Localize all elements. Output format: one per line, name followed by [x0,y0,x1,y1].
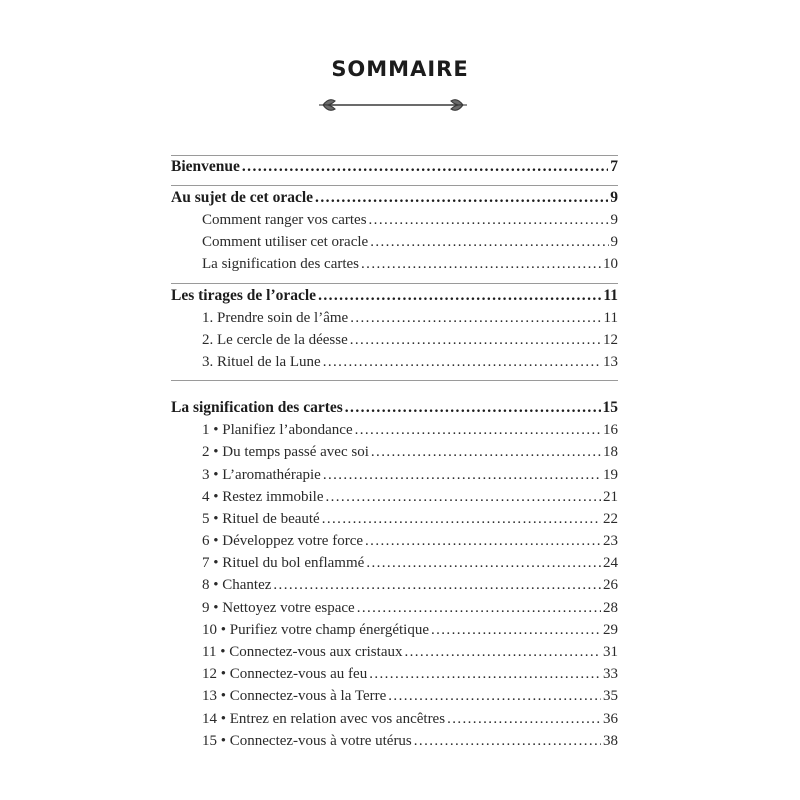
toc-subentry[interactable] [171,733,618,755]
toc-entry-label: 14 • Entrez en relation avec vos ancêtres [202,710,446,727]
toc-page-number: 18 [603,444,618,461]
toc-section-entry[interactable] [171,399,618,422]
dot-leader [431,622,601,639]
dot-leader [371,444,601,461]
dot-leader [369,666,601,683]
dot-leader [357,600,601,617]
toc-entry-label: Au sujet de cet oracle [171,189,314,206]
toc-page-number: 22 [603,510,618,527]
toc-page-number: 7 [610,158,618,175]
toc-subentry[interactable] [171,234,618,256]
section-divider [171,185,618,186]
toc-subentry[interactable] [171,644,618,666]
toc-entry-label: 1 • Planifiez l’abondance [202,422,353,439]
toc-subentry[interactable] [171,256,618,278]
toc-page-number: 11 [603,286,618,304]
toc-entry-label: 3. Rituel de la Lune [202,353,321,370]
toc-subentry[interactable] [171,422,618,444]
toc-subentry[interactable] [171,444,618,466]
dot-leader [366,555,601,572]
toc-entry-label: 7 • Rituel du bol enflammé [202,555,365,572]
toc-page-number: 15 [602,399,618,417]
toc-entry-label: 8 • Chantez [202,577,272,594]
toc-entry-label: Comment ranger vos cartes [202,212,367,228]
section-divider [171,283,618,284]
toc-entry-label: 13 • Connectez-vous à la Terre [202,688,387,705]
toc-page-number: 21 [603,488,618,505]
toc-subentry[interactable] [171,489,618,511]
toc-entry-label: 12 • Connectez-vous au feu [202,666,368,683]
toc-subentry[interactable] [171,467,618,489]
page-title: SOMMAIRE [331,57,469,81]
toc-entry-label: 1. Prendre soin de l’âme [202,309,349,326]
section-divider [171,155,618,156]
toc-entry-label: 2. Le cercle de la déesse [202,331,348,348]
toc-subentry[interactable] [171,354,618,376]
toc-entry-label: 2 • Du temps passé avec soi [202,444,369,461]
toc-page-number: 38 [603,732,618,749]
toc-page-number: 9 [610,212,618,228]
toc-entry-label: 5 • Rituel de beauté [202,510,320,527]
toc-page-number: 16 [603,422,618,439]
toc-entry-label: La signification des cartes [171,399,343,417]
toc-entry-label: 6 • Développez votre force [202,533,364,550]
toc-subentry[interactable] [171,310,618,332]
dot-leader [325,489,601,506]
toc-subentry[interactable] [171,688,618,710]
toc-entry-label: Comment utiliser cet oracle [202,234,369,251]
dot-leader [355,422,601,439]
toc-entry-label: 4 • Restez immobile [202,488,324,505]
toc-page-number: 35 [603,688,618,705]
toc-entry-label: 10 • Purifiez votre champ énergétique [202,621,429,638]
toc-entry-label: 11 • Connectez-vous aux cristaux [202,644,403,660]
dot-leader [388,688,601,705]
toc-subentry[interactable] [171,212,618,234]
toc-page-number: 19 [603,466,618,483]
toc-entry-label: 9 • Nettoyez votre espace [202,599,355,616]
toc-subentry[interactable] [171,577,618,599]
toc-page-number: 33 [603,666,618,683]
toc-entry-label: Les tirages de l’oracle [171,286,317,304]
leaf-divider-icon [317,92,469,118]
toc-subentry[interactable] [171,711,618,733]
toc-page-number: 36 [603,710,618,727]
toc-page-number: 13 [603,353,618,370]
toc-page-number: 10 [603,256,618,273]
dot-leader [322,511,601,528]
toc-page-number: 31 [603,644,618,660]
toc-page-number: 11 [603,309,618,326]
toc-subentry[interactable] [171,555,618,577]
toc-page-number: 23 [603,533,618,550]
toc-subentry[interactable] [171,666,618,688]
toc-page-number: 28 [603,599,618,616]
dot-leader [350,310,601,327]
toc-entry-label: 15 • Connectez-vous à votre utérus [202,732,412,749]
dot-leader [318,287,601,305]
toc-subentry[interactable] [171,600,618,622]
toc-subentry[interactable] [171,332,618,354]
toc-section-entry[interactable] [171,287,618,310]
toc-subentry[interactable] [171,533,618,555]
dot-leader [414,733,601,750]
toc-page-number: 26 [603,577,618,594]
dot-leader [323,354,601,371]
toc-page-number: 9 [610,234,618,251]
dot-leader [369,212,609,229]
toc-entry-label: Bienvenue [171,158,240,175]
dot-leader [273,577,601,594]
toc-section-entry[interactable] [171,189,618,212]
toc-entry-label: La signification des cartes [202,256,360,273]
toc-subentry[interactable] [171,511,618,533]
dot-leader [345,399,601,417]
toc-subentry[interactable] [171,622,618,644]
toc-page-number: 12 [603,331,618,348]
dot-leader [370,234,608,251]
dot-leader [350,332,601,349]
toc-page-number: 9 [610,189,618,206]
dot-leader [365,533,601,550]
toc-page-number: 24 [603,555,618,572]
dot-leader [323,467,601,484]
dot-leader [447,711,601,728]
dot-leader [404,644,601,661]
dot-leader [315,189,608,207]
section-divider [171,380,618,381]
table-of-contents [171,155,618,755]
dot-leader [361,256,601,273]
toc-page-number: 29 [603,621,618,638]
dot-leader [242,158,608,176]
toc-section-entry[interactable] [171,158,618,181]
toc-entry-label: 3 • L’aromathérapie [202,466,321,483]
